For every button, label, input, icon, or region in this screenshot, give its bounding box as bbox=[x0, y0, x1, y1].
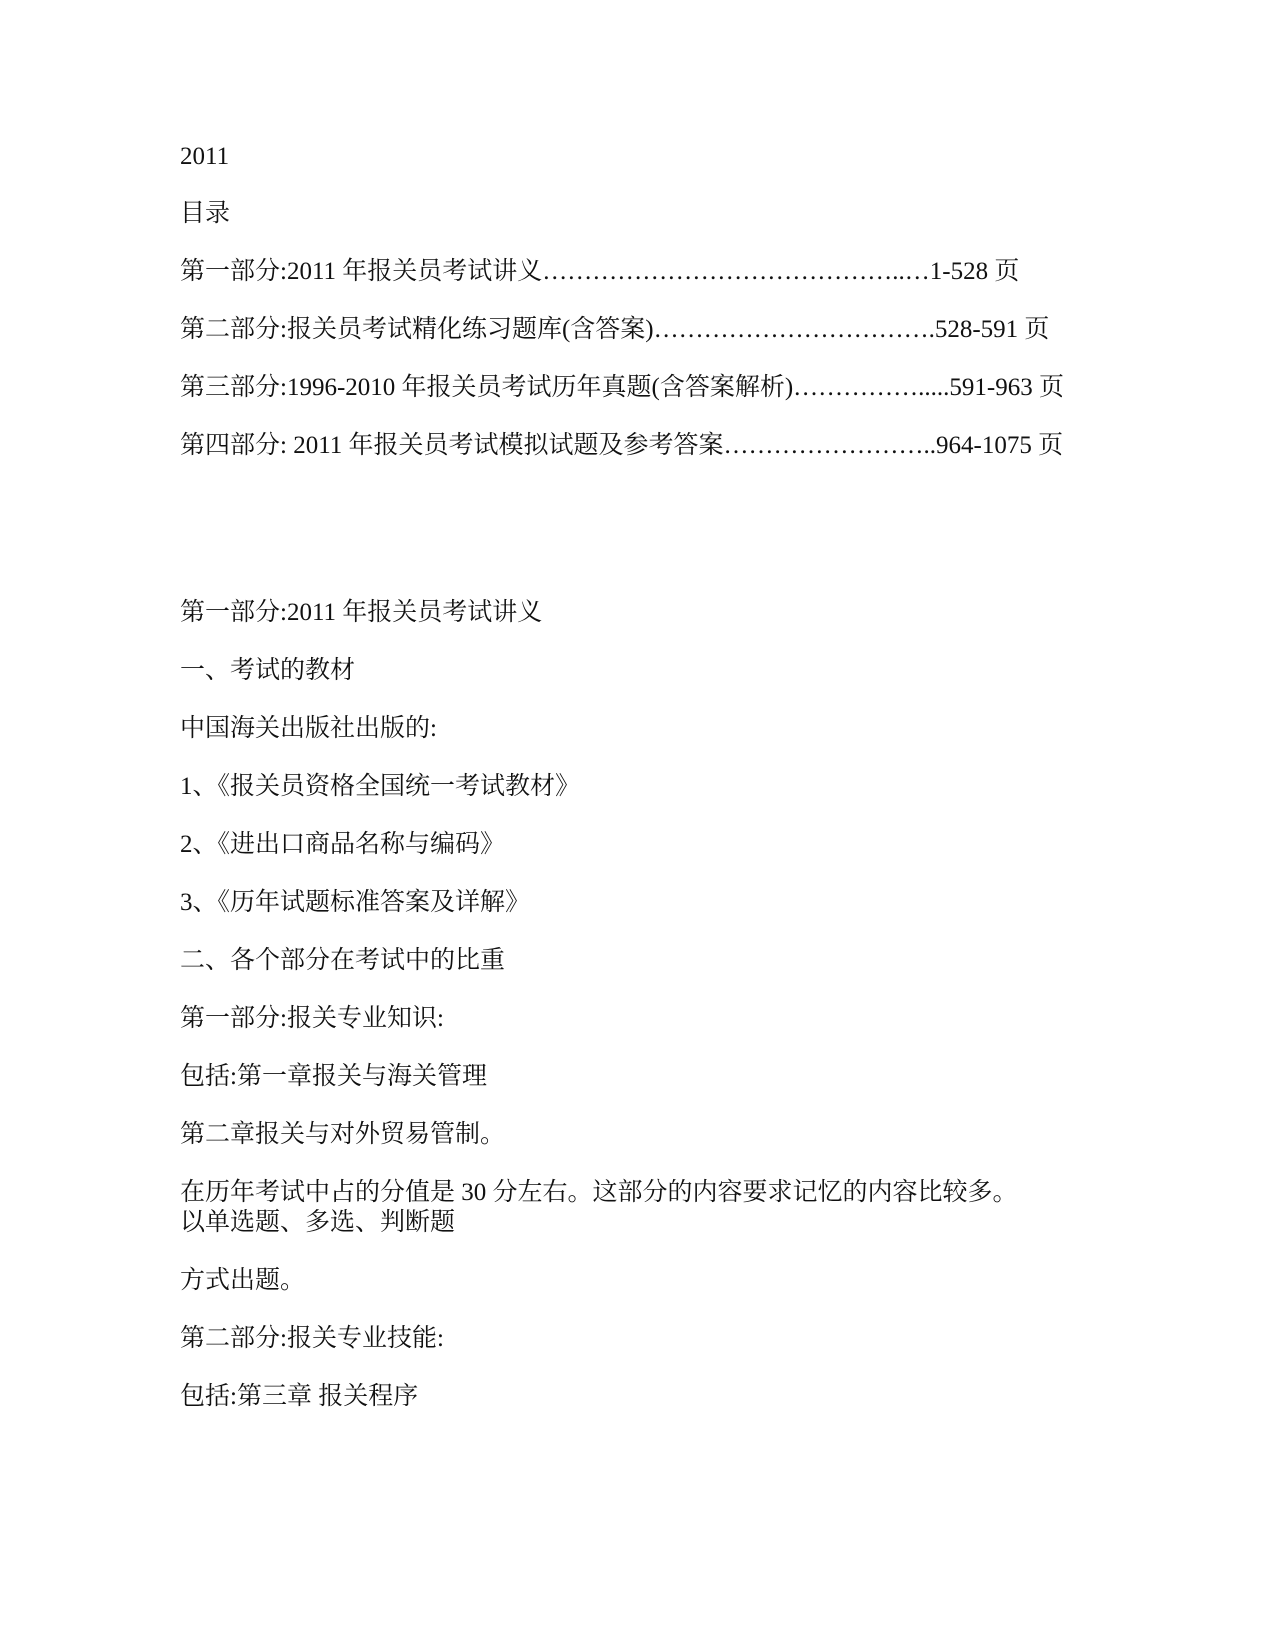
toc-entry: 第一部分:2011 年报关员考试讲义……………………………………..…1-528 页 bbox=[180, 258, 1020, 285]
book-item: 2、《进出口商品名称与编码》 bbox=[180, 831, 506, 858]
part2-include: 包括:第三章 报关程序 bbox=[180, 1383, 419, 1410]
part1-chapter2: 第二章报关与对外贸易管制。 bbox=[180, 1121, 506, 1148]
book-item: 3、《历年试题标准答案及详解》 bbox=[180, 889, 531, 916]
section-title: 第一部分:2011 年报关员考试讲义 bbox=[180, 599, 543, 626]
toc-entry: 第四部分: 2011 年报关员考试模拟试题及参考答案……………………..964-1075 页 bbox=[180, 432, 1064, 459]
heading-weights: 二、各个部分在考试中的比重 bbox=[180, 947, 506, 974]
publisher-text: 中国海关出版社出版的: bbox=[180, 715, 437, 742]
toc-entry: 第二部分:报关员考试精化练习题库(含答案)…………………………….528-591 页 bbox=[180, 316, 1050, 343]
toc-entry: 第三部分:1996-2010 年报关员考试历年真题(含答案解析)…………….....591-963 页 bbox=[180, 374, 1064, 401]
part1-title: 第一部分:报关专业知识: bbox=[180, 1005, 444, 1032]
document-year: 2011 bbox=[180, 143, 230, 170]
toc-title: 目录 bbox=[180, 200, 231, 227]
heading-textbooks: 一、考试的教材 bbox=[180, 657, 356, 684]
part1-description-cont: 方式出题。 bbox=[180, 1267, 306, 1294]
part1-description: 在历年考试中占的分值是 30 分左右。这部分的内容要求记忆的内容比较多。以单选题、多选、判断题 bbox=[180, 1179, 1018, 1236]
book-item: 1、《报关员资格全国统一考试教材》 bbox=[180, 773, 581, 800]
part2-title: 第二部分:报关专业技能: bbox=[180, 1325, 444, 1352]
part1-include: 包括:第一章报关与海关管理 bbox=[180, 1063, 487, 1090]
